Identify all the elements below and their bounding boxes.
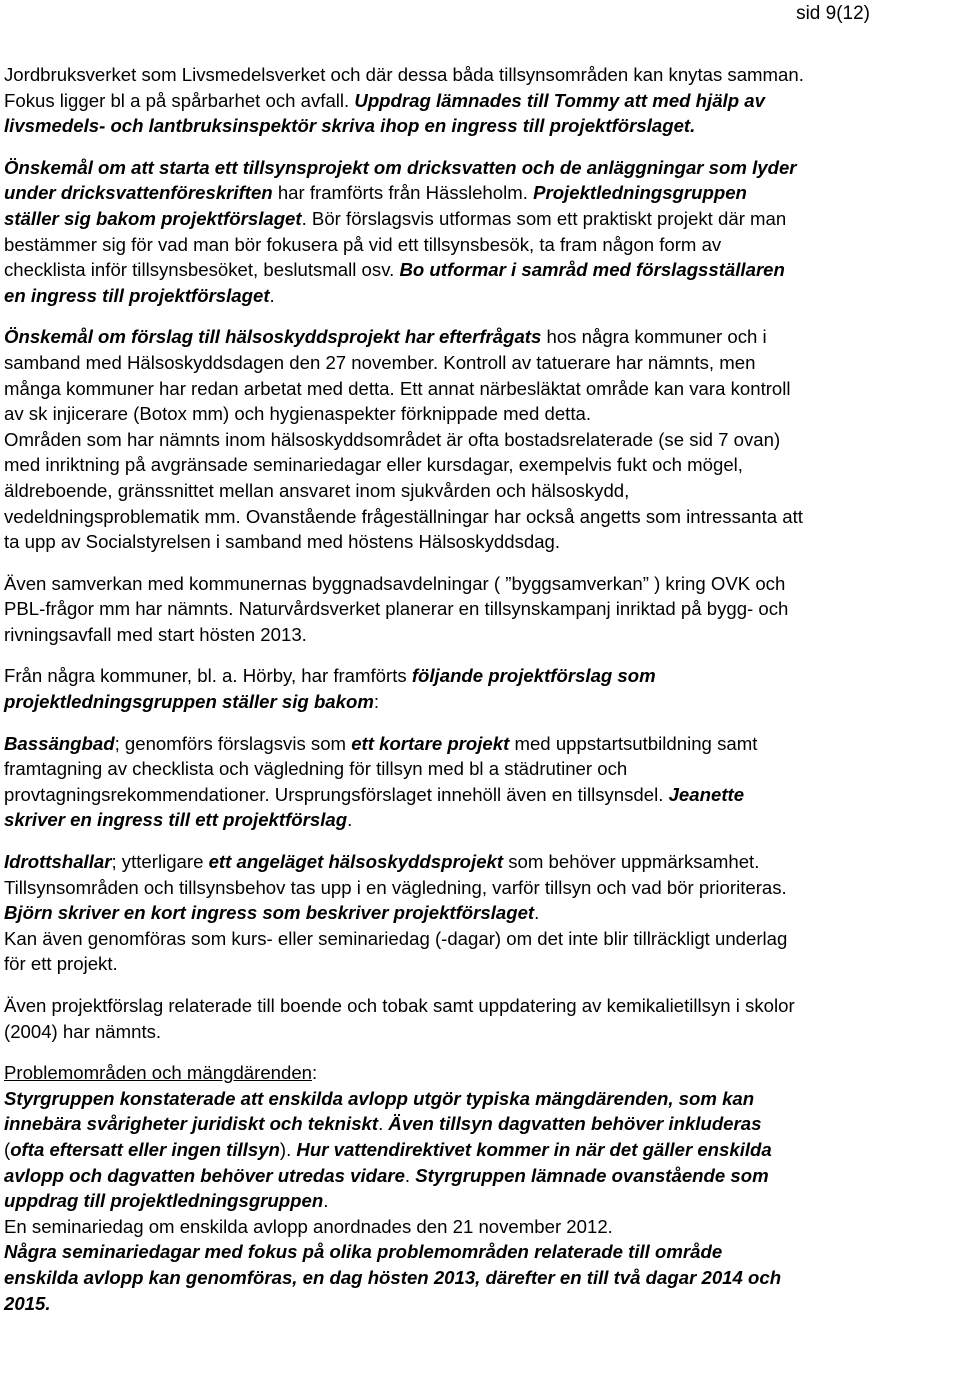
text-run: som behöver uppmärksamhet. xyxy=(503,851,760,873)
emphasis-run: en ingress till projektförslaget xyxy=(4,284,270,306)
emphasis-run: avlopp och dagvatten behöver utredas vidare xyxy=(4,1164,405,1186)
text-line xyxy=(4,180,954,206)
emphasis-line: 2015. xyxy=(4,1292,51,1314)
paragraph-cooperation xyxy=(4,571,954,648)
emphasis-run: Även tillsyn dagvatten behöver inkluderas xyxy=(388,1113,762,1135)
text-line: rivningsavfall med start hösten 2013. xyxy=(4,623,307,645)
text-line: Även samverkan med kommunernas byggnadsavdelningar ( ”byggsamverkan” ) kring OVK och xyxy=(4,572,786,594)
emphasis-line: livsmedels- och lantbruksinspektör skriva ihop en ingress till projektförslaget. xyxy=(4,115,696,137)
text-line: framtagning av checklista och vägledning för tillsyn med bl a städrutiner och xyxy=(4,758,628,780)
text-line xyxy=(4,1111,954,1137)
text-run: . xyxy=(404,1164,416,1186)
emphasis-run: Jeanette xyxy=(668,783,745,805)
text-run: . xyxy=(347,809,353,831)
text-run: : xyxy=(373,691,380,713)
emphasis-line: enskilda avlopp kan genomföras, en dag hösten 2013, därefter en till två dagar 2014 och xyxy=(4,1266,782,1288)
text-run: . Bör förslagsvis utformas som ett praktiskt projekt där man xyxy=(301,207,787,229)
text-run: ; genomförs förslagsvis som xyxy=(114,732,352,754)
text-run: . xyxy=(534,902,540,924)
text-line: Jordbruksverket som Livsmedelsverket och där dessa båda tillsynsområden kan knytas samman. xyxy=(4,64,804,85)
text-run: ( xyxy=(4,1138,11,1160)
emphasis-run: Projektledningsgruppen xyxy=(533,182,747,204)
text-run: med uppstartsutbildning samt xyxy=(509,732,758,754)
text-run: har framförts från Hässleholm. xyxy=(272,182,534,204)
emphasis-run: Bo utformar i samråd med förslagsställaren xyxy=(399,259,785,281)
emphasis-run: under dricksvattenföreskriften xyxy=(4,182,273,204)
emphasis-run: Uppdrag lämnades till Tommy att med hjälp av xyxy=(354,89,765,111)
text-line: samband med Hälsoskyddsdagen den 27 november. Kontroll av tatuerare har nämnts, men xyxy=(4,351,756,373)
text-line: Även projektförslag relaterade till boende och tobak samt uppdatering av kemikalietillsyn i skolor xyxy=(4,995,795,1016)
emphasis-run: Önskemål om förslag till hälsoskyddsprojekt har efterfrågats xyxy=(4,326,542,348)
text-line xyxy=(4,782,954,808)
text-line xyxy=(4,1137,954,1163)
emphasis-run: Björn skriver en kort ingress som beskriver projektförslaget xyxy=(4,902,535,924)
text-run: provtagningsrekommendationer. Ursprungsförslaget innehöll även en tillsynsdel. xyxy=(4,783,669,805)
emphasis-run: Bassängbad xyxy=(4,732,115,754)
text-run: ). xyxy=(279,1138,297,1160)
emphasis-run: ett kortare projekt xyxy=(351,732,510,754)
text-line xyxy=(4,88,954,114)
text-line xyxy=(4,257,954,283)
text-line: En seminariedag om enskilda avlopp anordnades den 21 november 2012. xyxy=(4,1215,613,1237)
document-body xyxy=(4,62,954,1316)
text-run: . xyxy=(269,284,275,306)
text-run: hos några kommuner och i xyxy=(541,326,767,348)
emphasis-run: ett angeläget hälsoskyddsprojekt xyxy=(208,851,504,873)
text-line: med inriktning på avgränsade seminariedagar eller kursdagar, exempelvis fukt och mögel, xyxy=(4,454,743,476)
text-line: ta upp av Socialstyrelsen i samband med höstens Hälsoskyddsdag. xyxy=(4,531,561,553)
text-line xyxy=(4,689,954,715)
text-line: av sk injicerare (Botox mm) och hygienaspekter förknippade med detta. xyxy=(4,403,592,425)
emphasis-run: ofta eftersatt eller ingen tillsyn xyxy=(10,1138,280,1160)
emphasis-run: skriver en ingress till ett projektförslag xyxy=(4,809,348,831)
text-line xyxy=(4,324,954,350)
text-line xyxy=(4,1163,954,1189)
emphasis-run: ställer sig bakom projektförslaget xyxy=(4,207,302,229)
emphasis-run: innebära svårigheter juridiskt och tekniskt xyxy=(4,1113,379,1135)
text-line: Kan även genomföras som kurs- eller seminariedag (-dagar) om det inte blir tillräckligt underlag xyxy=(4,927,788,949)
text-line: äldreboende, gränssnittet mellan ansvaret inom sjukvården och hälsoskydd, xyxy=(4,479,630,501)
text-line xyxy=(4,1060,954,1086)
text-run: checklista inför tillsynsbesöket, beslutsmall osv. xyxy=(4,259,400,281)
emphasis-run: Styrgruppen lämnade ovanstående som xyxy=(415,1164,769,1186)
text-run: Fokus ligger bl a på spårbarhet och avfall. xyxy=(4,89,355,111)
paragraph-health-protection xyxy=(4,324,954,554)
text-line xyxy=(4,663,954,689)
paragraph-problem-areas xyxy=(4,1060,954,1316)
text-run: Från några kommuner, bl. a. Hörby, har framförts xyxy=(4,665,412,687)
text-line: Områden som har nämnts inom hälsoskyddsområdet är ofta bostadsrelaterade (se sid 7 ovan) xyxy=(4,428,781,450)
text-line: Tillsynsområden och tillsynsbehov tas upp i en vägledning, varför tillsyn och vad bör prioriteras. xyxy=(4,876,787,898)
emphasis-run: följande projektförslag som xyxy=(411,665,656,687)
paragraph-agriculture xyxy=(4,62,954,139)
text-run: : xyxy=(312,1062,318,1084)
paragraph-sports-halls xyxy=(4,849,954,977)
text-line xyxy=(4,900,954,926)
text-run: . xyxy=(323,1190,329,1212)
emphasis-run: Idrottshallar xyxy=(4,851,112,873)
text-line xyxy=(4,283,954,309)
text-line: bestämmer sig för vad man bör fokusera på vid ett tillsynsbesök, ta fram någon form av xyxy=(4,233,722,255)
text-line xyxy=(4,731,954,757)
text-run: ; ytterligare xyxy=(111,851,209,873)
emphasis-line: Önskemål om att starta ett tillsynsprojekt om dricksvatten och de anläggningar som lyder xyxy=(4,156,797,178)
text-line xyxy=(4,849,954,875)
text-line: många kommuner har redan arbetat med detta. Ett annat närbesläktat område kan vara kontroll xyxy=(4,377,791,399)
text-line: vedeldningsproblematik mm. Ovanstående frågeställningar har också angetts som intressanta att xyxy=(4,505,803,527)
text-line xyxy=(4,807,954,833)
emphasis-run: projektledningsgruppen ställer sig bakom xyxy=(4,691,374,713)
text-run: . xyxy=(378,1113,389,1135)
paragraph-project-proposals xyxy=(4,663,954,714)
paragraph-housing-tobacco xyxy=(4,993,954,1044)
text-line: för ett projekt. xyxy=(4,953,118,975)
text-line: (2004) har nämnts. xyxy=(4,1020,162,1042)
emphasis-run: uppdrag till projektledningsgruppen xyxy=(4,1190,324,1212)
text-line xyxy=(4,206,954,232)
emphasis-line: Styrgruppen konstaterade att enskilda avlopp utgör typiska mängdärenden, som kan xyxy=(4,1087,755,1109)
text-line xyxy=(4,1188,954,1214)
text-line: PBL-frågor mm har nämnts. Naturvårdsverket planerar en tillsynskampanj inriktad på bygg- och xyxy=(4,598,789,620)
page-number: sid 9(12) xyxy=(796,3,870,24)
emphasis-run: Hur vattendirektivet kommer in när det gäller enskilda xyxy=(296,1138,772,1160)
paragraph-pools xyxy=(4,731,954,833)
paragraph-drinking-water xyxy=(4,155,954,309)
section-heading: Problemområden och mängdärenden xyxy=(4,1062,313,1084)
emphasis-line: Några seminariedagar med fokus på olika problemområden relaterade till område xyxy=(4,1241,723,1263)
